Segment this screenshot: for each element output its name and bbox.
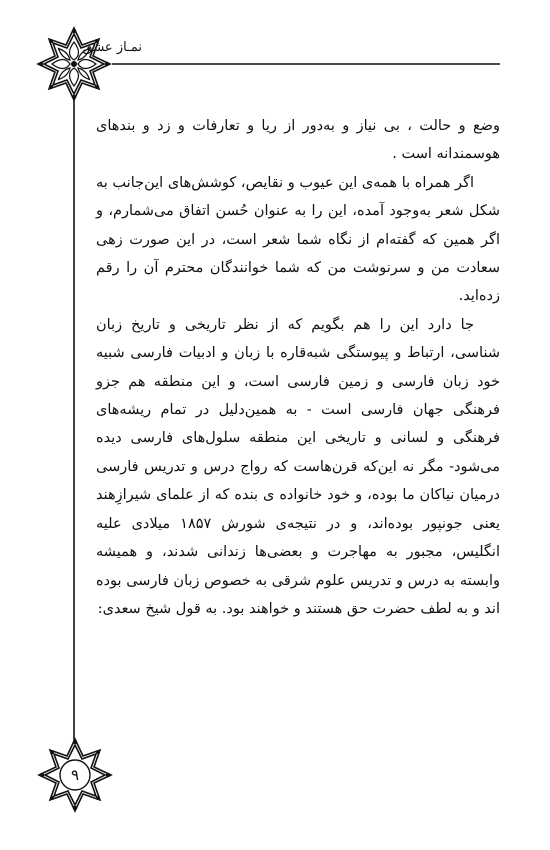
page-number: ۹: [70, 766, 80, 784]
paragraph-1: وضع و حالت ، بی نیاز و به‌دور از ریا و تعارفات و زد و بندهای هوسمندانه است .: [96, 118, 500, 163]
running-title: نمـاز عشق: [82, 40, 142, 55]
paragraph-2: اگر همراه با همه‌ی این عیوب و نقایص، کوشش‌های این‌جانب به شکل شعر به‌وجود آمده، این را به عنوان حُسن اتفاق می‌شمارم، و اگر همین که گفته‌ام از نگاه شما شعر است، در این صورت زهی سعادت من و سرنوشت من که شما خوانندگان محترم آن را رقم زده‌اید.: [96, 174, 500, 305]
body-text: [96, 112, 500, 623]
paragraph-3: جا دارد این را هم بگویم که از نظر تاریخی و تاریخ زبان شناسی، ارتباط و پیوستگی شبه‌قاره با زبان و ادبیات فارسی شبیه خود زبان فارسی و زمین فارسی است، و این منطقه هم جزو فرهنگی جهان فارسی است - به همین‌دلیل در تمام ریشه‌های فرهنگی و لسانی و تاریخی این منطقه سلول‌های فارسی دیده می‌شود- مگر نه این‌که قرن‌هاست که رواج درس و تدریس فارسی درمیان نیاکان ما بوده، و خود خانواده ی بنده که از علمای شیرازِهند یعنی جونپور بوده‌اند، و در نتیجه‌ی شورش ۱۸۵۷ میلادی علیه انگلیس، مجبور به مهاجرت و بعضی‌ها زندانی شدند، و همیشه وابسته به درس و تدریس علوم شرقی به خصوص زبان فارسی بوده اند و به لطف حضرت حق هستند و خواهند بود. به قول شیخ سعدی:: [96, 316, 500, 617]
top-rosette-ornament: [38, 28, 110, 100]
